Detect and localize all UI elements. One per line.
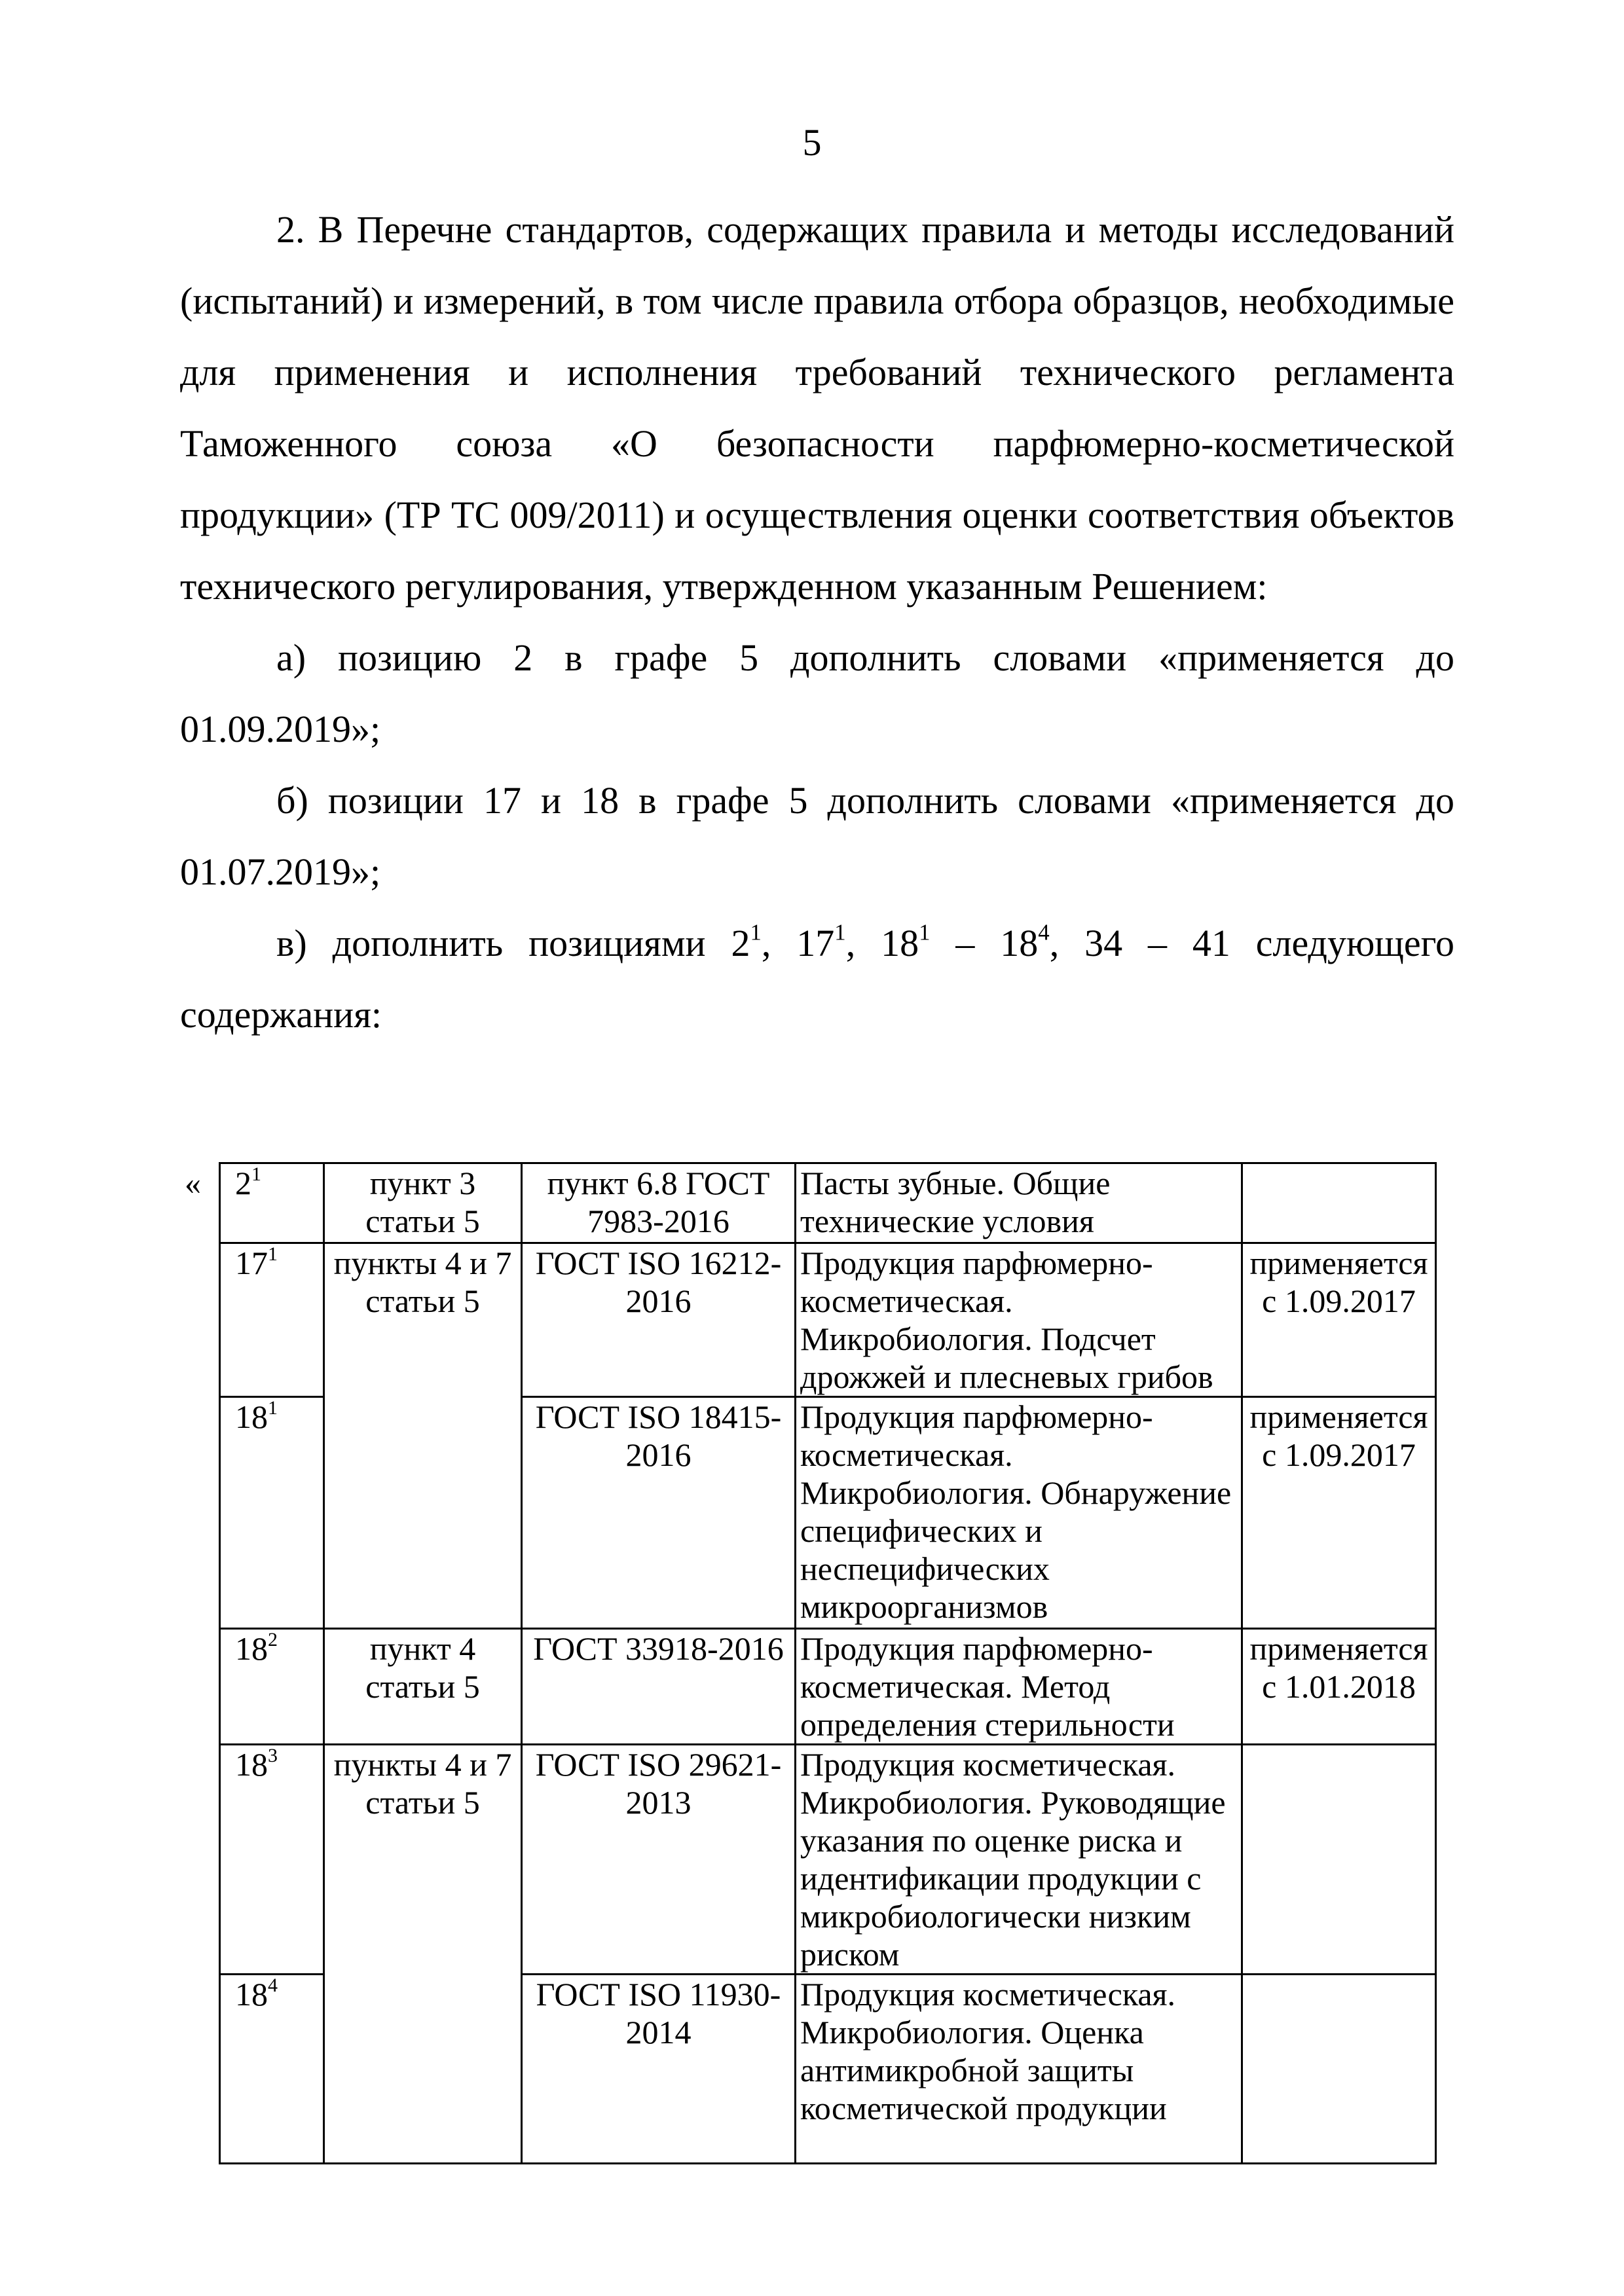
text: – 18 bbox=[930, 922, 1039, 964]
table-row bbox=[220, 1629, 1436, 1745]
standard-cell: пункт 6.8 ГОСТ 7983-2016 bbox=[522, 1163, 796, 1243]
note-cell bbox=[1242, 1163, 1436, 1243]
position-number: $18^4$ bbox=[220, 1975, 324, 2164]
note-cell: применяется с 1.09.2017 bbox=[1242, 1243, 1436, 1397]
title-cell: Продукция косметическая. Микробиология. Руководящие указания по оценке риска и идентификации продукции с микробиологически низким риском bbox=[796, 1745, 1242, 1975]
position-number: $17^1$ bbox=[220, 1243, 324, 1397]
standard-cell: ГОСТ ISO 16212-2016 bbox=[522, 1243, 796, 1397]
article-cell: пункт 3 статьи 5 bbox=[324, 1163, 522, 1243]
paragraph-2: 2. В Перечне стандартов, содержащих правила и методы исследований (испытаний) и измерений, в том числе правила отбора образцов, необходимые для применения и исполнения требований технического регламента Таможенного союза «О безопасности парфюмерно-косметической продукции» (ТР ТС 009/2011) и осуществления оценки соответствия объектов технического регулирования, утвержденном указанным Решением: bbox=[180, 208, 1454, 608]
superscript: 1 bbox=[750, 919, 762, 945]
position-number: $2^1$ bbox=[220, 1163, 324, 1243]
table-row bbox=[220, 1163, 1436, 1243]
paragraph-v bbox=[180, 907, 1454, 1050]
article-cell: пункт 4 статьи 5 bbox=[324, 1629, 522, 1745]
standard-cell: ГОСТ ISO 11930-2014 bbox=[522, 1975, 796, 2164]
document-body bbox=[180, 194, 1454, 1050]
position-number: $18^1$ bbox=[220, 1397, 324, 1629]
position-number: $18^3$ bbox=[220, 1745, 324, 1975]
article-cell: пункты 4 и 7 статьи 5 bbox=[324, 1745, 522, 2164]
title-cell: Продукция косметическая. Микробиология. Оценка антимикробной защиты косметической продукции bbox=[796, 1975, 1242, 2164]
note-cell bbox=[1242, 1745, 1436, 1975]
superscript: 1 bbox=[834, 919, 846, 945]
text: в) дополнить позициями 2 bbox=[276, 922, 750, 964]
note-cell bbox=[1242, 1975, 1436, 2164]
note-cell: применяется с 1.01.2018 bbox=[1242, 1629, 1436, 1745]
title-cell: Продукция парфюмерно-косметическая. Микробиология. Обнаружение специфических и неспецифических микроорганизмов bbox=[796, 1397, 1242, 1629]
standards-table bbox=[219, 1162, 1437, 2164]
paragraph-b: б) позиции 17 и 18 в графе 5 дополнить словами «применяется до 01.07.2019»; bbox=[180, 779, 1454, 893]
text: , 17 bbox=[761, 922, 835, 964]
opening-quote: « bbox=[185, 1165, 201, 1201]
table-row bbox=[220, 1243, 1436, 1397]
title-cell: Пасты зубные. Общие технические условия bbox=[796, 1163, 1242, 1243]
text: , 18 bbox=[845, 922, 919, 964]
superscript: 1 bbox=[919, 919, 931, 945]
paragraph-a: а) позицию 2 в графе 5 дополнить словами «применяется до 01.09.2019»; bbox=[180, 636, 1454, 750]
page-number: 5 bbox=[802, 121, 822, 164]
title-cell: Продукция парфюмерно-косметическая. Метод определения стерильности bbox=[796, 1629, 1242, 1745]
position-number: $18^2$ bbox=[220, 1629, 324, 1745]
table-row bbox=[220, 1745, 1436, 1975]
standard-cell: ГОСТ ISO 18415-2016 bbox=[522, 1397, 796, 1629]
standard-cell: ГОСТ ISO 29621-2013 bbox=[522, 1745, 796, 1975]
title-cell: Продукция парфюмерно-косметическая. Микробиология. Подсчет дрожжей и плесневых грибов bbox=[796, 1243, 1242, 1397]
superscript: 4 bbox=[1038, 919, 1050, 945]
article-cell: пункты 4 и 7 статьи 5 bbox=[324, 1243, 522, 1629]
note-cell: применяется с 1.09.2017 bbox=[1242, 1397, 1436, 1629]
text: , 34 – 41 следующего содержания: bbox=[180, 922, 1455, 1036]
standard-cell: ГОСТ 33918-2016 bbox=[522, 1629, 796, 1745]
